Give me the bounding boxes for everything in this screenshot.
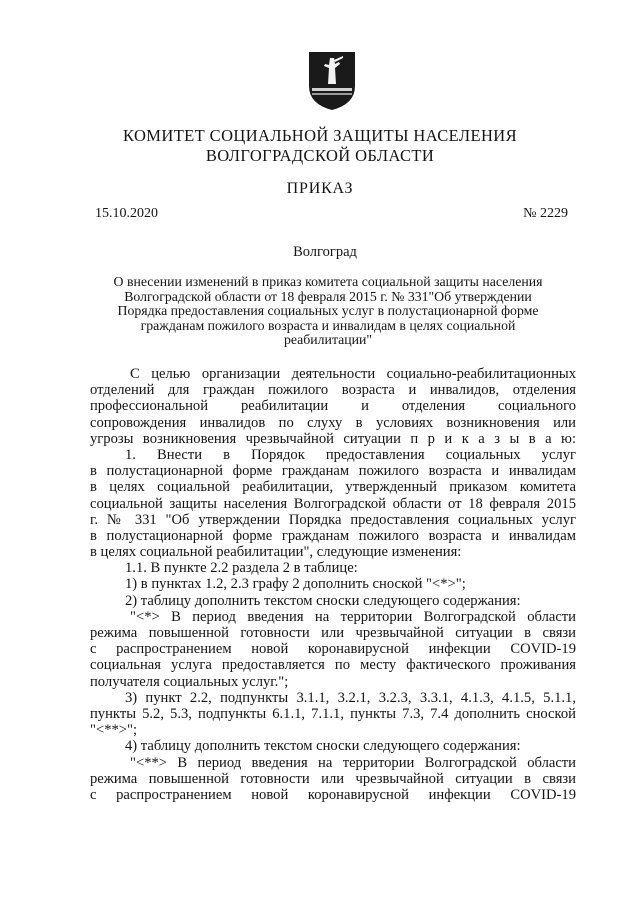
body-line: сопровождения инвалидов по слуху в условиях возникновения или <box>90 414 576 431</box>
subject-line: О внесении изменений в приказ комитета социальной защиты населения <box>113 274 543 289</box>
subject-line: Волгоградской области от 18 февраля 2015 г. № 331"Об утверждении <box>124 288 532 304</box>
document-type: ПРИКАЗ <box>286 180 354 197</box>
organization-title-line1: КОМИТЕТ СОЦИАЛЬНОЙ ЗАЩИТЫ НАСЕЛЕНИЯ <box>123 126 517 145</box>
body-line: отделений для граждан пожилого возраста и инвалидов, отделения <box>90 382 576 399</box>
body-line: г. № 331 "Об утверждении Порядка предоставления социальных услуг <box>90 511 576 528</box>
body-line: с распространением новой коронавирусной инфекции COVID-19 <box>90 641 576 658</box>
body-line: 2) таблицу дополнить текстом сноски следующего содержания: <box>125 592 521 609</box>
body-line: в целях социальной реабилитации, утвержденный приказом комитета <box>90 479 576 496</box>
body-line: 3) пункт 2.2, подпункты 3.1.1, 3.2.1, 3.2.3, 3.3.1, 4.1.3, 4.1.5, 5.1.1, <box>125 689 576 706</box>
body-line: "<**>"; <box>90 722 138 739</box>
subject-line: гражданам пожилого возраста и инвалидам в целях социальной <box>140 317 516 333</box>
body-line: получателя социальных услуг."; <box>90 673 289 690</box>
body-line: с распространением новой коронавирусной инфекции COVID-19 <box>90 786 576 803</box>
document-body <box>90 366 576 803</box>
body-line: профессиональной реабилитации и отделения социального <box>90 398 576 415</box>
body-line: "<*> В период введения на территории Волгоградской области <box>130 608 576 625</box>
subject-line: Порядка предоставления социальных услуг в полустационарной форме <box>117 303 539 319</box>
body-line: "<**> В период введения на территории Волгоградской области <box>130 754 576 771</box>
body-line: С целью организации деятельности социально-реабилитационных <box>130 366 576 382</box>
document-number: № 2229 <box>523 206 568 221</box>
subject-line: реабилитации" <box>283 332 373 348</box>
body-line: пункты 5.2, 5.3, подпункты 6.1.1, 7.1.1, пункты 7.3, 7.4 дополнить сноской <box>90 705 576 722</box>
document-subject <box>88 275 568 348</box>
body-line: 4) таблицу дополнить текстом сноски следующего содержания: <box>125 738 521 755</box>
body-line: режима повышенной готовности или чрезвычайной ситуации в связи <box>90 625 576 641</box>
body-line: в полустационарной форме гражданам пожилого возраста и инвалидам <box>90 463 576 480</box>
document-city: Волгоград <box>293 244 357 260</box>
coat-of-arms-icon <box>303 50 361 112</box>
body-line: режима повышенной готовности или чрезвычайной ситуации в связи <box>90 770 576 787</box>
body-line: социальной защиты населения Волгоградской области от 18 февраля 2015 <box>90 495 576 512</box>
body-line: 1. Внести в Порядок предоставления социальных услуг <box>125 446 576 463</box>
body-line: угрозы возникновения чрезвычайной ситуации п р и к а з ы в а ю: <box>90 430 576 447</box>
organization-title-line2: ВОЛГОГРАДСКОЙ ОБЛАСТИ <box>205 146 435 165</box>
body-line: 1) в пунктах 1.2, 2.3 графу 2 дополнить сноской "<*>"; <box>125 576 466 593</box>
body-line: в полустационарной форме гражданам пожилого возраста и инвалидам <box>90 527 576 544</box>
body-line: в целях социальной реабилитации", следующие изменения: <box>90 544 462 561</box>
document-date: 15.10.2020 <box>95 206 158 221</box>
body-line: 1.1. В пункте 2.2 раздела 2 в таблице: <box>125 560 358 577</box>
body-line: социальная услуга предоставляется по месту фактического проживания <box>90 657 576 674</box>
